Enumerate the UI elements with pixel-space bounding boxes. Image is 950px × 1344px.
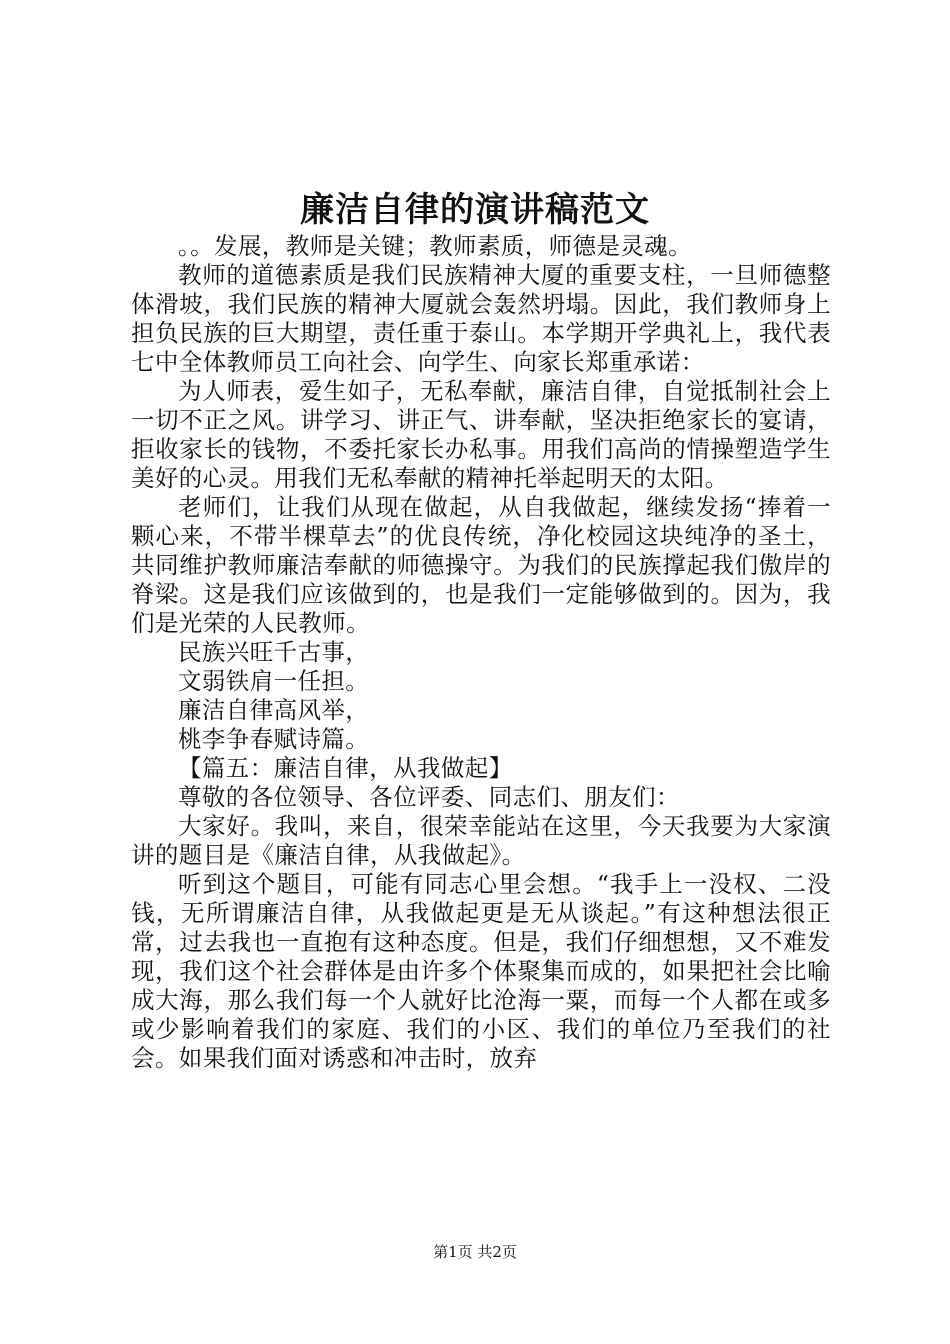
page-footer: 第1页 共2页 (433, 1243, 517, 1261)
paragraph: 为人师表，爱生如子，无私奉献，廉洁自律，自觉抵制社会上一切不正之风。讲学习、讲正气、讲奉献，坚决拒绝家长的宴请，拒收家长的钱物，不委托家长办私事。用我们高尚的情操塑造学生美好的心灵。用我们无私奉献的精神托举起明天的太阳。 (131, 377, 831, 492)
paragraph: 。。发展，教师是关键；教师素质，师德是灵魂。 (178, 232, 693, 260)
section-heading: 【篇五：廉洁自律，从我做起】 (178, 754, 513, 782)
paragraph: 听到这个题目，可能有同志心里会想。“我手上一没权、二没钱，无所谓廉洁自律，从我做起更是无从谈起。”有这种想法很正常，过去我也一直抱有这种态度。但是，我们仔细想想，又不难发现，我们这个社会群体是由许多个体聚集而成的，如果把社会比喻成大海，那么我们每一个人就好比沧海一粟，而每一个人都在或多或少影响着我们的家庭、我们的小区、我们的单位乃至我们的社会。如果我们面对诱惑和冲击时，放弃 (131, 870, 831, 1072)
poem-line: 桃李争春赋诗篇。 (178, 725, 370, 753)
poem-line: 廉洁自律高风举， (178, 696, 370, 724)
paragraph: 大家好。我叫，来自，很荣幸能站在这里，今天我要为大家演讲的题目是《廉洁自律，从我做起》。 (131, 812, 831, 869)
paragraph: 教师的道德素质是我们民族精神大厦的重要支柱，一旦师德整体滑坡，我们民族的精神大厦就会轰然坍塌。因此，我们教师身上担负民族的巨大期望，责任重于泰山。本学期开学典礼上，我代表七中全体教师员工向社会、向学生、向家长郑重承诺： (131, 261, 831, 376)
poem-line: 文弱铁肩一任担。 (178, 667, 370, 695)
salutation: 尊敬的各位领导、各位评委、同志们、朋友们： (178, 783, 680, 811)
document-body (131, 232, 831, 1073)
document-title: 廉洁自律的演讲稿范文 (300, 190, 650, 230)
poem-line: 民族兴旺千古事， (178, 638, 370, 666)
paragraph: 老师们，让我们从现在做起，从自我做起，继续发扬“捧着一颗心来，不带半棵草去”的优良传统，净化校园这块纯净的圣土，共同维护教师廉洁奉献的师德操守。为我们的民族撑起我们傲岸的脊梁。这是我们应该做到的，也是我们一定能够做到的。因为，我们是光荣的人民教师。 (131, 493, 831, 637)
